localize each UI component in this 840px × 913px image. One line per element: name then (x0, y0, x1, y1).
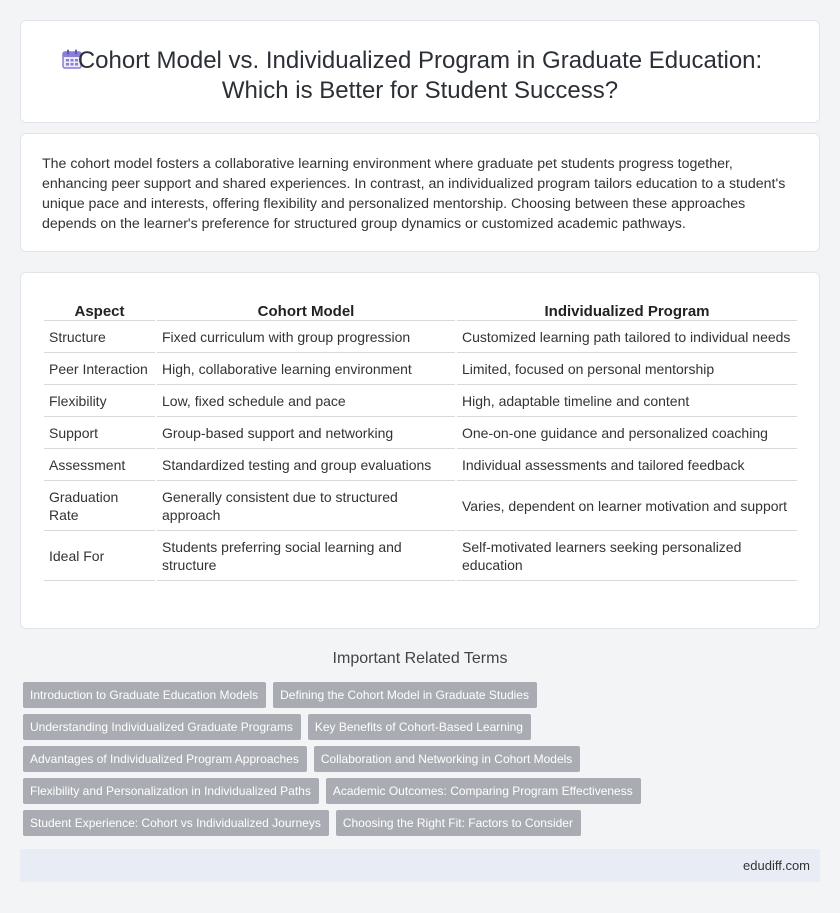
tag-row (23, 746, 580, 772)
individualized-cell: Varies, dependent on learner motivation and support (457, 481, 797, 531)
page-title-line2: Which is Better for Student Success? (221, 77, 619, 104)
individualized-cell: Individual assessments and tailored feedback (457, 449, 797, 481)
intro-card (20, 133, 820, 252)
related-term-tag[interactable]: Defining the Cohort Model in Graduate Studies (273, 682, 537, 708)
intro-paragraph: The cohort model fosters a collaborative learning environment where graduate pet students progress together, enhancing peer support and shared experiences. In contrast, an individualized program tailors education to a student's unique pace and interests, offering flexibility and personalized mentorship. Choosing between these approaches depends on the learner's preference for structured group dynamics or customized academic pathways. (42, 156, 786, 232)
table-row (44, 449, 797, 481)
aspect-cell: Ideal For (44, 531, 155, 581)
related-term-tag[interactable]: Introduction to Graduate Education Models (23, 682, 266, 708)
table-row (44, 531, 797, 581)
related-term-tag[interactable]: Choosing the Right Fit: Factors to Consider (336, 810, 581, 836)
header-cohort-model: Cohort Model (157, 294, 455, 321)
aspect-cell: Structure (44, 321, 155, 353)
individualized-cell: High, adaptable timeline and content (457, 385, 797, 417)
aspect-cell: Support (44, 417, 155, 449)
page-title (21, 46, 819, 106)
comparison-card (20, 272, 820, 629)
cohort-cell: Generally consistent due to structured approach (157, 481, 455, 531)
cohort-cell: Low, fixed schedule and pace (157, 385, 455, 417)
individualized-cell: Customized learning path tailored to individual needs (457, 321, 797, 353)
cohort-cell: Standardized testing and group evaluations (157, 449, 455, 481)
table-row (44, 385, 797, 417)
related-term-tag[interactable]: Understanding Individualized Graduate Programs (23, 714, 301, 740)
individualized-cell: One-on-one guidance and personalized coaching (457, 417, 797, 449)
tag-row (23, 778, 641, 804)
aspect-cell: Graduation Rate (44, 481, 155, 531)
page-title-line1: Cohort Model vs. Individualized Program in Graduate Education: (77, 47, 763, 74)
individualized-cell: Limited, focused on personal mentorship (457, 353, 797, 385)
table-row (44, 481, 797, 531)
cohort-cell: Fixed curriculum with group progression (157, 321, 455, 353)
tag-row (23, 714, 531, 740)
table-row (44, 321, 797, 353)
cohort-cell: Students preferring social learning and structure (157, 531, 455, 581)
tag-row (23, 810, 581, 836)
related-terms-title: Important Related Terms (332, 650, 508, 667)
related-term-tag[interactable]: Collaboration and Networking in Cohort Models (314, 746, 580, 772)
footer (20, 849, 820, 882)
table-row (44, 353, 797, 385)
cohort-cell: Group-based support and networking (157, 417, 455, 449)
cohort-cell: High, collaborative learning environment (157, 353, 455, 385)
tag-row (23, 682, 537, 708)
comparison-table (42, 294, 799, 581)
header-card (20, 20, 820, 123)
footer-site-link[interactable]: edudiff.com (743, 858, 810, 873)
related-term-tag[interactable]: Advantages of Individualized Program Approaches (23, 746, 307, 772)
aspect-cell: Flexibility (44, 385, 155, 417)
aspect-cell: Assessment (44, 449, 155, 481)
table-header-row (44, 294, 797, 321)
individualized-cell: Self-motivated learners seeking personalized education (457, 531, 797, 581)
header-individualized-program: Individualized Program (457, 294, 797, 321)
table-row (44, 417, 797, 449)
related-term-tag[interactable]: Flexibility and Personalization in Individualized Paths (23, 778, 319, 804)
aspect-cell: Peer Interaction (44, 353, 155, 385)
related-term-tag[interactable]: Academic Outcomes: Comparing Program Effectiveness (326, 778, 641, 804)
related-term-tag[interactable]: Student Experience: Cohort vs Individualized Journeys (23, 810, 329, 836)
header-aspect: Aspect (44, 294, 155, 321)
related-term-tag[interactable]: Key Benefits of Cohort-Based Learning (308, 714, 531, 740)
